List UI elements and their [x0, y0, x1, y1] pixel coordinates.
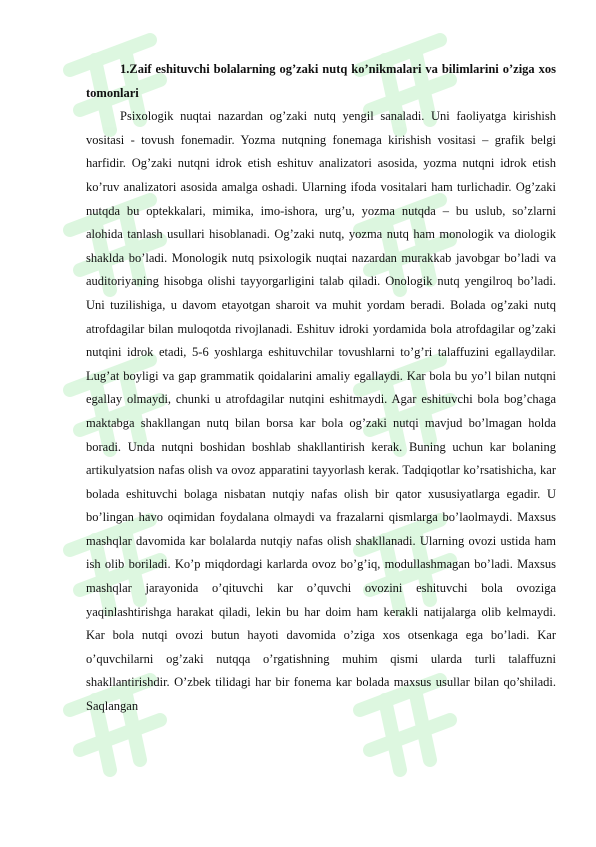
body-paragraph: Psixologik nuqtai nazardan og’zaki nutq yengil sanaladi. Uni faoliyatga kirishish vositasi - tovush fonemadir. Yozma nutqning fonemaga kirishish vositasi – grafik belgi harfidir. Og’zaki nutqni idrok etish eshituv analizatori asosida, yozma nutqni idrok etish ko’ruv analizatori asosida amalga oshadi. Ularning ifoda vositalari ham turlichadir. Og’zaki nutqda bu optekkalari, mimika, imo-ishora, urg’u, yozma nutqda – bu uslub, so’zlarni alohida tanlash usullari hisoblanadi. Og’zaki nutq, yozma nutq ham monologik va diologik shaklda bo’ladi. Monologik nutq psixologik nuqtai nazardan murakkab javobgar bo’ladi va auditoriyaning hisobga olishi tayyorgarligini talab qiladi. Onologik nutq yengilroq bo’ladi. Uni tuzilishiga, u davom etayotgan sharoit va muhit yordam beradi. Bolada og’zaki nutq atrofdagilar bilan muloqotda rivojlanadi. Eshituv idroki yordamida bola atrofdagilar og’zaki nutqini idrok etadi, 5-6 yoshlarga eshituvchilar tovushlarni to’g’ri talaffuzini egallaydilar. Lug’at boyligi va gap grammatik qoidalarini amaliy egallaydi. Kar bola bu yo’l bilan nutqni egallay olmaydi, chunki u atrofdagilar nutqini eshitmaydi. Agar eshituvchi bola bog’chaga maktabga shakllangan nutq bilan borsa kar bola og’zaki nutqi mavjud bo’lmagan holda boradi. Unda nutqni boshidan boshlab shakllantirish kerak. Buning uchun kar bolaning artikulyatsion nafas olish va ovoz apparatini tayyorlash kerak. Tadqiqotlar ko’rsatishicha, kar bolada eshituvchi bolaga nisbatan nutqiy nafas olish bir qator xususiyatlarga egadir. U bo’lingan havo oqimidan foydalana olmaydi va frazalarni qismlarga bo’laolmaydi. Maxsus mashqlar davomida kar bolalarda nutqiy nafas olish shakllanadi. Ularning ovozi ustida ham ish olib boriladi. Ko’p miqdordagi karlarda ovoz bo’g’iq, modullashmagan bo’ladi. Maxsus mashqlar jarayonida o’qituvchi kar o’quvchi ovozini eshituvchi bola ovoziga yaqinlashtirishga harakat qiladi, lekin bu har doim ham kerakli natijalarga olib kelmaydi. Kar bola nutqi ovozi butun hayoti davomida o’ziga xos otsenkaga ega bo’ladi. Kar o’quvchilarni og’zaki nutqqa o’rgatishning muhim qismi ularda turli talaffuzni shakllantirishdir. O’zbek tilidagi har bir fonema kar bolada maxsus usullar bilan qo’shiladi. Saqlangan: [86, 109, 556, 714]
document-content: [86, 58, 556, 719]
section-heading: 1.Zaif eshituvchi bolalarning og’zaki nutq ko’nikmalari va bilimlarini o’ziga xos tomonlari: [86, 62, 556, 100]
